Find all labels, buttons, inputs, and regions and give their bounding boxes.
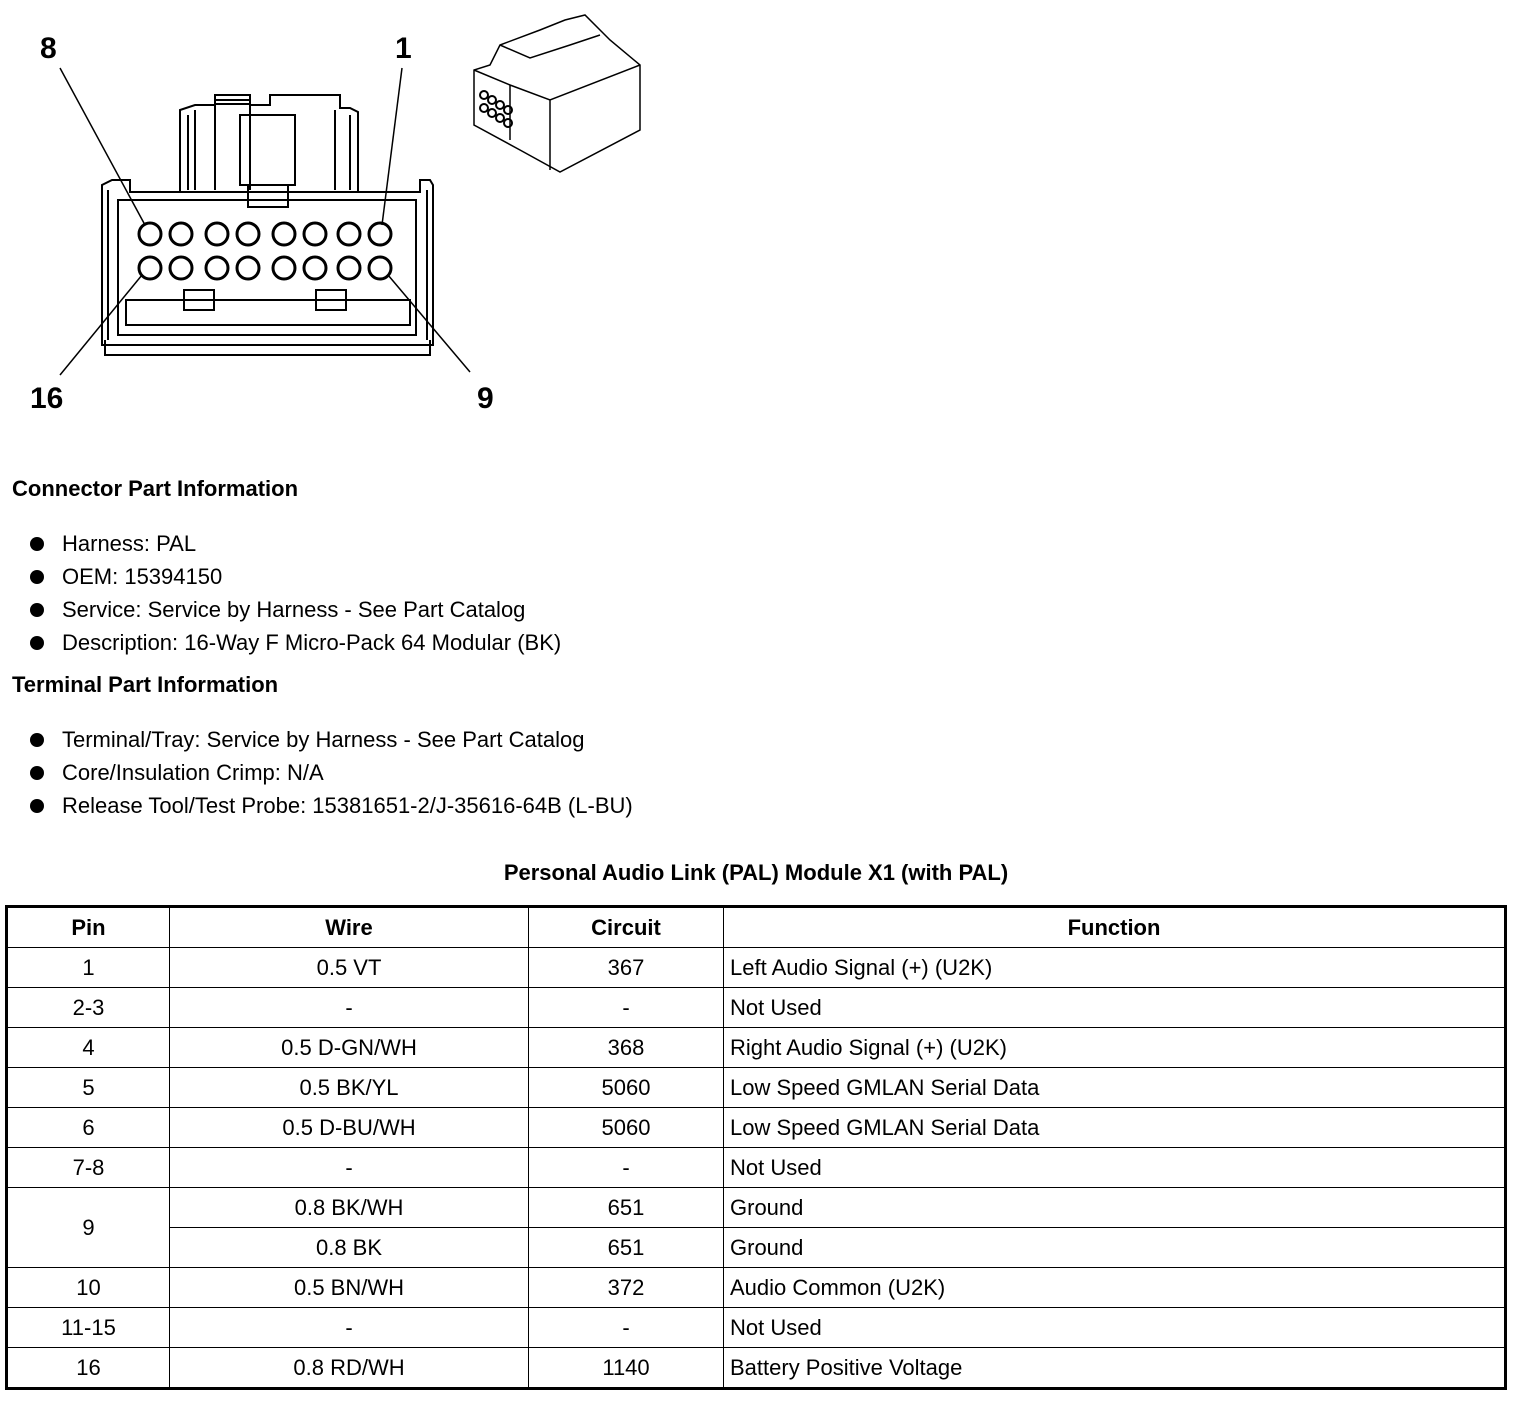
list-item-text: OEM: 15394150 [62, 564, 223, 589]
list-item [30, 789, 633, 822]
terminal-info-list [30, 723, 633, 822]
table-row [7, 1108, 1506, 1148]
list-item [30, 593, 561, 626]
bullet-icon [30, 570, 44, 584]
header-wire: Wire [170, 907, 529, 948]
cell-circuit: 1140 [529, 1348, 724, 1389]
cell-function: Left Audio Signal (+) (U2K) [724, 948, 1506, 988]
cell-circuit: 367 [529, 948, 724, 988]
table-header-row [7, 907, 1506, 948]
cell-circuit: 372 [529, 1268, 724, 1308]
pin-label-16: 16 [30, 382, 64, 415]
connector-info-list [30, 527, 561, 659]
table-row [7, 948, 1506, 988]
table-row [7, 1308, 1506, 1348]
bullet-icon [30, 537, 44, 551]
cell-wire: 0.5 VT [170, 948, 529, 988]
terminal-cavities [139, 223, 391, 279]
list-item [30, 723, 633, 756]
cell-pin: 1 [7, 948, 170, 988]
table-row [7, 1188, 1506, 1228]
cell-pin: 4 [7, 1028, 170, 1068]
cell-pin: 7-8 [7, 1148, 170, 1188]
cell-function: Not Used [724, 1308, 1506, 1348]
header-circuit: Circuit [529, 907, 724, 948]
table-row [7, 1068, 1506, 1108]
connector-face-diagram [0, 0, 680, 440]
table-row [7, 988, 1506, 1028]
cell-function: Audio Common (U2K) [724, 1268, 1506, 1308]
header-function: Function [724, 907, 1506, 948]
cell-function: Battery Positive Voltage [724, 1348, 1506, 1389]
cell-wire: 0.8 RD/WH [170, 1348, 529, 1389]
pin-label-8: 8 [40, 32, 57, 65]
connector-info-heading: Connector Part Information [12, 476, 299, 501]
cell-wire: 0.5 BN/WH [170, 1268, 529, 1308]
cell-circuit: - [529, 1148, 724, 1188]
terminal-info-heading: Terminal Part Information [12, 672, 279, 697]
header-pin: Pin [7, 907, 170, 948]
cell-wire: - [170, 1148, 529, 1188]
cell-function: Low Speed GMLAN Serial Data [724, 1068, 1506, 1108]
cell-circuit: - [529, 988, 724, 1028]
table-row [7, 1028, 1506, 1068]
cell-circuit: 651 [529, 1188, 724, 1228]
cell-function: Low Speed GMLAN Serial Data [724, 1108, 1506, 1148]
bullet-icon [30, 799, 44, 813]
connector-isometric-view [474, 15, 640, 172]
bullet-icon [30, 603, 44, 617]
cell-wire: 0.5 BK/YL [170, 1068, 529, 1108]
cell-function: Ground [724, 1188, 1506, 1228]
cell-function: Not Used [724, 988, 1506, 1028]
cell-wire: 0.8 BK/WH [170, 1188, 529, 1228]
list-item-text: Service: Service by Harness - See Part Catalog [62, 597, 526, 622]
cell-wire: 0.8 BK [170, 1228, 529, 1268]
cell-function: Ground [724, 1228, 1506, 1268]
list-item-text: Release Tool/Test Probe: 15381651-2/J-35616-64B (L-BU) [62, 793, 633, 818]
list-item [30, 527, 561, 560]
table-row [7, 1148, 1506, 1188]
cell-circuit: 5060 [529, 1108, 724, 1148]
cell-wire: - [170, 1308, 529, 1348]
cell-pin: 2-3 [7, 988, 170, 1028]
cell-pin: 10 [7, 1268, 170, 1308]
bullet-icon [30, 733, 44, 747]
pinout-table [5, 905, 1507, 1390]
pin-label-1: 1 [395, 32, 412, 65]
bullet-icon [30, 636, 44, 650]
cell-pin: 6 [7, 1108, 170, 1148]
cell-circuit: - [529, 1308, 724, 1348]
cell-pin: 16 [7, 1348, 170, 1389]
list-item-text: Core/Insulation Crimp: N/A [62, 760, 324, 785]
list-item [30, 626, 561, 659]
cell-wire: - [170, 988, 529, 1028]
cell-pin: 11-15 [7, 1308, 170, 1348]
cell-circuit: 651 [529, 1228, 724, 1268]
table-title: Personal Audio Link (PAL) Module X1 (with PAL) [503, 860, 1009, 885]
pin-label-9: 9 [477, 382, 494, 415]
table-row [7, 1268, 1506, 1308]
cell-function: Not Used [724, 1148, 1506, 1188]
cell-pin: 9 [7, 1188, 170, 1268]
cell-function: Right Audio Signal (+) (U2K) [724, 1028, 1506, 1068]
table-row [7, 1228, 1506, 1268]
list-item-text: Harness: PAL [62, 531, 197, 556]
cell-circuit: 5060 [529, 1068, 724, 1108]
cell-wire: 0.5 D-BU/WH [170, 1108, 529, 1148]
list-item [30, 560, 561, 593]
cell-wire: 0.5 D-GN/WH [170, 1028, 529, 1068]
cell-pin: 5 [7, 1068, 170, 1108]
table-row [7, 1348, 1506, 1389]
list-item-text: Description: 16-Way F Micro-Pack 64 Modular (BK) [62, 630, 562, 655]
bullet-icon [30, 766, 44, 780]
cell-circuit: 368 [529, 1028, 724, 1068]
list-item-text: Terminal/Tray: Service by Harness - See Part Catalog [62, 727, 585, 752]
list-item [30, 756, 633, 789]
